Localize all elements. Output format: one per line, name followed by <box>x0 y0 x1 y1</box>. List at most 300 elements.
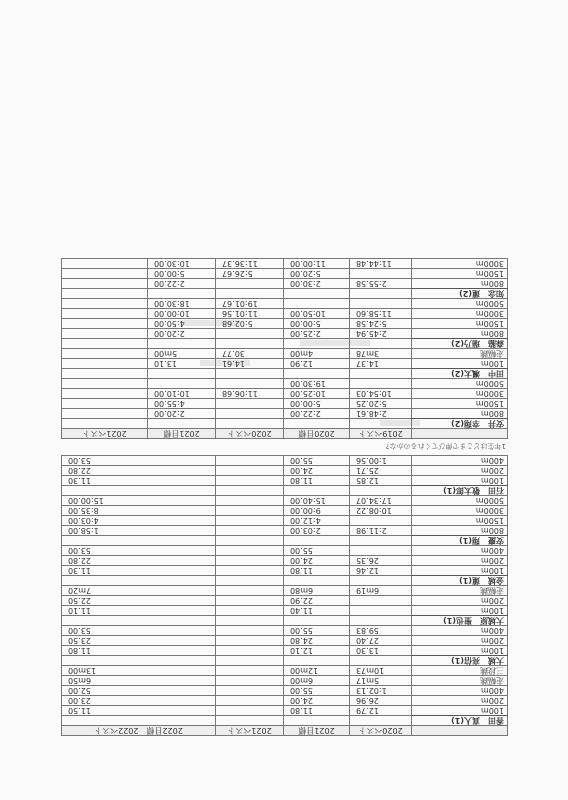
bottom-table-header-row <box>62 429 508 439</box>
event-name: 3000m <box>412 506 508 516</box>
record-cell: 5:20.00 <box>284 269 350 279</box>
event-name: 3000m <box>412 259 508 269</box>
record-cell: 10:54.03 <box>350 389 412 399</box>
header-cell: 2019ベスト <box>350 429 412 439</box>
header-cell: 2021目標 <box>284 726 350 736</box>
record-cell <box>216 636 284 646</box>
record-cell: 11.30 <box>62 476 216 486</box>
record-cell: 11.80 <box>284 566 350 576</box>
record-cell: 14.61 <box>216 359 284 369</box>
record-cell: 10:50.00 <box>284 309 350 319</box>
record-cell: 4m00 <box>284 349 350 359</box>
athlete-header-row <box>62 339 508 349</box>
event-name: 800m <box>412 526 508 536</box>
record-cell: 5m17 <box>350 676 412 686</box>
empty-cell <box>216 576 284 586</box>
record-cell: 10:08.22 <box>350 506 412 516</box>
record-cell: 12.90 <box>284 359 350 369</box>
record-cell <box>216 379 284 389</box>
record-cell: 5:00.00 <box>284 399 350 409</box>
header-cell: 2020目標 <box>284 429 350 439</box>
header-cell <box>412 726 508 736</box>
record-cell <box>350 299 412 309</box>
record-cell <box>62 379 148 389</box>
record-cell: 4:55.00 <box>148 399 216 409</box>
bottom-table-body <box>62 259 508 429</box>
event-name: 200m <box>412 466 508 476</box>
record-cell: 10:10.00 <box>148 389 216 399</box>
record-cell: 4:03.00 <box>62 516 216 526</box>
event-name: 200m <box>412 556 508 566</box>
empty-cell <box>216 616 284 626</box>
record-cell: 11:01.56 <box>216 309 284 319</box>
record-cell: 6m19 <box>350 586 412 596</box>
athlete-name: 田中 颯太(2) <box>412 369 508 379</box>
record-cell <box>216 496 284 506</box>
record-cell: 6m00 <box>284 676 350 686</box>
record-cell: 2:03.00 <box>284 526 350 536</box>
empty-cell <box>216 419 284 429</box>
record-cell: 10:30.00 <box>148 259 216 269</box>
athlete-name: 安慶 翔(1) <box>412 536 508 546</box>
record-cell: 12.10 <box>284 646 350 656</box>
record-cell: 10m73 <box>350 666 412 676</box>
note-text: 1年生はどこまで伸びてくれるのかな? <box>385 442 506 450</box>
table-row <box>62 516 508 526</box>
athlete-header-row <box>62 369 508 379</box>
table-row <box>62 279 508 289</box>
record-cell <box>350 546 412 556</box>
top-table-header-row <box>62 726 508 736</box>
record-cell <box>62 299 148 309</box>
record-cell: 12.85 <box>350 476 412 486</box>
record-cell: 19:01.67 <box>216 299 284 309</box>
empty-cell <box>284 536 350 546</box>
record-cell <box>350 379 412 389</box>
record-cell: 5:24.58 <box>350 319 412 329</box>
table-row <box>62 329 508 339</box>
record-cell <box>216 279 284 289</box>
empty-cell <box>284 289 350 299</box>
athlete-header-row <box>62 486 508 496</box>
record-cell: 11.40 <box>284 606 350 616</box>
record-cell: 2:48.61 <box>350 409 412 419</box>
record-cell <box>216 516 284 526</box>
record-cell: 26.96 <box>350 696 412 706</box>
record-cell <box>62 279 148 289</box>
empty-cell <box>216 486 284 496</box>
empty-cell <box>350 536 412 546</box>
table-row <box>62 626 508 636</box>
event-name: 走幅跳 <box>412 676 508 686</box>
record-cell: 27.40 <box>350 636 412 646</box>
empty-cell <box>148 289 216 299</box>
record-cell <box>216 556 284 566</box>
table-row <box>62 359 508 369</box>
upside-down-document <box>62 108 508 736</box>
table-row <box>62 646 508 656</box>
empty-cell <box>350 716 412 726</box>
empty-cell <box>62 419 148 429</box>
empty-cell <box>148 419 216 429</box>
record-cell: 26.35 <box>350 556 412 566</box>
record-cell <box>284 299 350 309</box>
record-cell <box>148 379 216 389</box>
event-name: 1500m <box>412 319 508 329</box>
record-cell <box>216 506 284 516</box>
record-cell <box>216 476 284 486</box>
record-cell: 11:00.00 <box>284 259 350 269</box>
event-name: 800m <box>412 409 508 419</box>
record-cell <box>350 269 412 279</box>
empty-cell <box>284 339 350 349</box>
record-cell: 22.50 <box>62 596 216 606</box>
empty-cell <box>284 576 350 586</box>
header-cell: 2021目標 <box>148 429 216 439</box>
event-name: 800m <box>412 279 508 289</box>
header-cell: 2022目標 <box>146 726 183 735</box>
athlete-header-row <box>62 576 508 586</box>
record-cell: 6m80 <box>284 586 350 596</box>
event-name: 100m <box>412 606 508 616</box>
record-cell: 24.00 <box>284 556 350 566</box>
record-cell: 11:58.60 <box>350 309 412 319</box>
record-cell <box>216 399 284 409</box>
empty-cell <box>62 339 148 349</box>
table-row <box>62 299 508 309</box>
empty-cell <box>148 369 216 379</box>
record-cell: 5:00.00 <box>148 269 216 279</box>
table-row <box>62 606 508 616</box>
record-cell <box>216 466 284 476</box>
table-row <box>62 566 508 576</box>
record-cell: 2:45.94 <box>350 329 412 339</box>
record-cell: 2:20.00 <box>148 409 216 419</box>
record-cell: 2:25.00 <box>284 329 350 339</box>
empty-cell <box>350 656 412 666</box>
record-cell <box>216 546 284 556</box>
top-records-table <box>61 455 508 736</box>
record-cell <box>216 586 284 596</box>
empty-cell <box>350 369 412 379</box>
record-cell: 11:44.48 <box>350 259 412 269</box>
event-name: 200m <box>412 636 508 646</box>
athlete-header-row <box>62 419 508 429</box>
record-cell: 7m20 <box>62 586 216 596</box>
table-row <box>62 556 508 566</box>
athlete-header-row <box>62 536 508 546</box>
record-cell <box>216 646 284 656</box>
table-row <box>62 686 508 696</box>
table-row <box>62 666 508 676</box>
record-cell: 12.79 <box>350 706 412 716</box>
header-cell: 2021ベスト <box>62 429 148 439</box>
record-cell: 55.00 <box>284 456 350 466</box>
event-name: 400m <box>412 686 508 696</box>
event-name: 5000m <box>412 496 508 506</box>
event-name: 5000m <box>412 379 508 389</box>
empty-cell <box>62 486 216 496</box>
record-cell <box>62 409 148 419</box>
record-cell: 55.00 <box>284 626 350 636</box>
record-cell: 11.80 <box>62 646 216 656</box>
record-cell: 13.30 <box>350 646 412 656</box>
record-cell: 24.80 <box>284 636 350 646</box>
record-cell: 18:30.00 <box>148 299 216 309</box>
record-cell <box>62 399 148 409</box>
empty-cell <box>216 716 284 726</box>
table-row <box>62 526 508 536</box>
record-cell: 13.10 <box>148 359 216 369</box>
bottom-records-table <box>61 258 508 439</box>
event-name: 100m <box>412 706 508 716</box>
header-cell: 2020ベスト <box>350 726 412 736</box>
empty-cell <box>350 419 412 429</box>
empty-cell <box>284 369 350 379</box>
empty-cell <box>62 616 216 626</box>
record-cell <box>216 696 284 706</box>
record-cell <box>62 259 148 269</box>
table-row <box>62 596 508 606</box>
record-cell: 15:40.00 <box>284 496 350 506</box>
record-cell: 23.00 <box>62 696 216 706</box>
empty-cell <box>216 339 284 349</box>
event-name: 走幅跳 <box>412 349 508 359</box>
record-cell <box>216 676 284 686</box>
empty-cell <box>62 716 216 726</box>
table-row <box>62 586 508 596</box>
table-row <box>62 349 508 359</box>
record-cell: 11.30 <box>62 566 216 576</box>
record-cell <box>62 319 148 329</box>
record-cell: 11.50 <box>62 706 216 716</box>
record-cell: 5:02.68 <box>216 319 284 329</box>
record-cell <box>350 516 412 526</box>
table-row <box>62 399 508 409</box>
record-cell <box>350 596 412 606</box>
event-name: 200m <box>412 596 508 606</box>
athlete-header-row <box>62 716 508 726</box>
record-cell: 5m00 <box>148 349 216 359</box>
empty-cell <box>350 486 412 496</box>
table-row <box>62 456 508 466</box>
record-cell: 13m00 <box>62 666 216 676</box>
record-cell <box>62 359 148 369</box>
empty-cell <box>350 339 412 349</box>
record-cell: 2:30.00 <box>284 279 350 289</box>
record-cell: 8:35.00 <box>62 506 216 516</box>
header-cell: 2022ベスト <box>94 726 139 735</box>
event-name: 100m <box>412 359 508 369</box>
athlete-header-row <box>62 616 508 626</box>
athlete-header-row <box>62 289 508 299</box>
record-cell: 2:22.00 <box>284 409 350 419</box>
record-cell: 11:06.68 <box>216 389 284 399</box>
empty-cell <box>216 369 284 379</box>
empty-cell <box>284 419 350 429</box>
record-cell <box>62 389 148 399</box>
event-name: 100m <box>412 476 508 486</box>
empty-cell <box>62 656 216 666</box>
table-row <box>62 496 508 506</box>
record-cell: 24.00 <box>284 696 350 706</box>
record-cell: 2:55.58 <box>350 279 412 289</box>
top-table-body <box>62 456 508 726</box>
header-cell <box>412 429 508 439</box>
record-cell: 24.00 <box>284 466 350 476</box>
table-row <box>62 259 508 269</box>
table-row <box>62 476 508 486</box>
record-cell: 22.90 <box>284 596 350 606</box>
event-name: 5000m <box>412 299 508 309</box>
event-name: 400m <box>412 546 508 556</box>
record-cell: 53.00 <box>62 456 216 466</box>
empty-cell <box>350 616 412 626</box>
empty-cell <box>216 656 284 666</box>
table-row <box>62 409 508 419</box>
athlete-name: 石田 敬太郎(1) <box>412 486 508 496</box>
record-cell <box>216 409 284 419</box>
record-cell <box>216 666 284 676</box>
table-row <box>62 389 508 399</box>
event-name: 100m <box>412 566 508 576</box>
athlete-name: 森脇 瑞乃(2) <box>412 339 508 349</box>
record-cell <box>216 706 284 716</box>
header-cell <box>62 726 216 736</box>
record-cell: 12.46 <box>350 566 412 576</box>
empty-cell <box>62 369 148 379</box>
record-cell <box>216 626 284 636</box>
event-name: 400m <box>412 456 508 466</box>
event-name: 1500m <box>412 516 508 526</box>
record-cell: 12m00 <box>284 666 350 676</box>
table-row <box>62 706 508 716</box>
table-row <box>62 546 508 556</box>
empty-cell <box>62 289 148 299</box>
record-cell <box>62 349 148 359</box>
athlete-name: 大城原 聖也(1) <box>412 616 508 626</box>
table-row <box>62 696 508 706</box>
empty-cell <box>216 536 284 546</box>
record-cell: 53.00 <box>62 546 216 556</box>
record-cell: 1:00.56 <box>350 456 412 466</box>
empty-cell <box>148 339 216 349</box>
record-cell: 23.50 <box>62 636 216 646</box>
event-name: 三段跳 <box>412 666 508 676</box>
header-cell: 2020ベスト <box>216 429 284 439</box>
record-cell: 2:11.98 <box>350 526 412 536</box>
event-name: 3000m <box>412 309 508 319</box>
event-name: 800m <box>412 329 508 339</box>
header-cell: 2021ベスト <box>216 726 284 736</box>
record-cell: 1:58.00 <box>62 526 216 536</box>
empty-cell <box>284 716 350 726</box>
record-cell: 52.00 <box>62 686 216 696</box>
record-cell <box>62 269 148 279</box>
record-cell: 25.71 <box>350 466 412 476</box>
athlete-name: 大城 亮信(1) <box>412 656 508 666</box>
record-cell: 9:00.00 <box>284 506 350 516</box>
record-cell: 59.83 <box>350 626 412 636</box>
record-cell <box>62 329 148 339</box>
empty-cell <box>62 576 216 586</box>
record-cell: 6m50 <box>62 676 216 686</box>
table-row <box>62 269 508 279</box>
record-cell: 3m78 <box>350 349 412 359</box>
empty-cell <box>284 656 350 666</box>
empty-cell <box>216 289 284 299</box>
record-cell: 11.10 <box>62 606 216 616</box>
record-cell: 30.77 <box>216 349 284 359</box>
empty-cell <box>350 289 412 299</box>
event-name: 1500m <box>412 399 508 409</box>
record-cell: 22.80 <box>62 556 216 566</box>
record-cell <box>216 686 284 696</box>
record-cell <box>216 606 284 616</box>
event-name: 走幅跳 <box>412 586 508 596</box>
table-row <box>62 309 508 319</box>
table-row <box>62 636 508 646</box>
event-name: 3000m <box>412 389 508 399</box>
record-cell: 4:12.00 <box>284 516 350 526</box>
record-cell: 5:20.25 <box>350 399 412 409</box>
record-cell <box>62 309 148 319</box>
record-cell: 10:00.00 <box>148 309 216 319</box>
empty-cell <box>284 616 350 626</box>
table-row <box>62 676 508 686</box>
record-cell: 11.80 <box>284 706 350 716</box>
record-cell <box>216 456 284 466</box>
record-cell: 11:36.37 <box>216 259 284 269</box>
event-name: 100m <box>412 646 508 656</box>
record-cell: 17:34.07 <box>350 496 412 506</box>
record-cell <box>216 329 284 339</box>
athlete-header-row <box>62 656 508 666</box>
record-cell <box>216 526 284 536</box>
empty-cell <box>350 576 412 586</box>
record-cell: 19:30.00 <box>284 379 350 389</box>
record-cell: 2:22.00 <box>148 279 216 289</box>
record-cell: 11.80 <box>284 476 350 486</box>
record-cell <box>216 596 284 606</box>
empty-cell <box>284 486 350 496</box>
table-row <box>62 319 508 329</box>
record-cell: 4:50.00 <box>148 319 216 329</box>
record-cell: 53.00 <box>62 626 216 636</box>
event-name: 200m <box>412 696 508 706</box>
table-row <box>62 379 508 389</box>
athlete-name: 香田 真人(1) <box>412 716 508 726</box>
record-cell <box>350 606 412 616</box>
record-cell: 5:26.67 <box>216 269 284 279</box>
event-name: 1500m <box>412 269 508 279</box>
record-cell: 15:00.00 <box>62 496 216 506</box>
record-cell: 55.00 <box>284 686 350 696</box>
record-cell <box>216 566 284 576</box>
record-cell: 1:02.13 <box>350 686 412 696</box>
athlete-name: 金城 蓮(1) <box>412 576 508 586</box>
record-cell: 2:20.00 <box>148 329 216 339</box>
athlete-name: 安井 幸翔(2) <box>412 419 508 429</box>
athlete-name: 知念 蓮(2) <box>412 289 508 299</box>
record-cell: 10:25.00 <box>284 389 350 399</box>
event-name: 400m <box>412 626 508 636</box>
record-cell: 22.80 <box>62 466 216 476</box>
record-cell: 5:00.00 <box>284 319 350 329</box>
empty-cell <box>62 536 216 546</box>
table-row <box>62 506 508 516</box>
record-cell: 55.00 <box>284 546 350 556</box>
